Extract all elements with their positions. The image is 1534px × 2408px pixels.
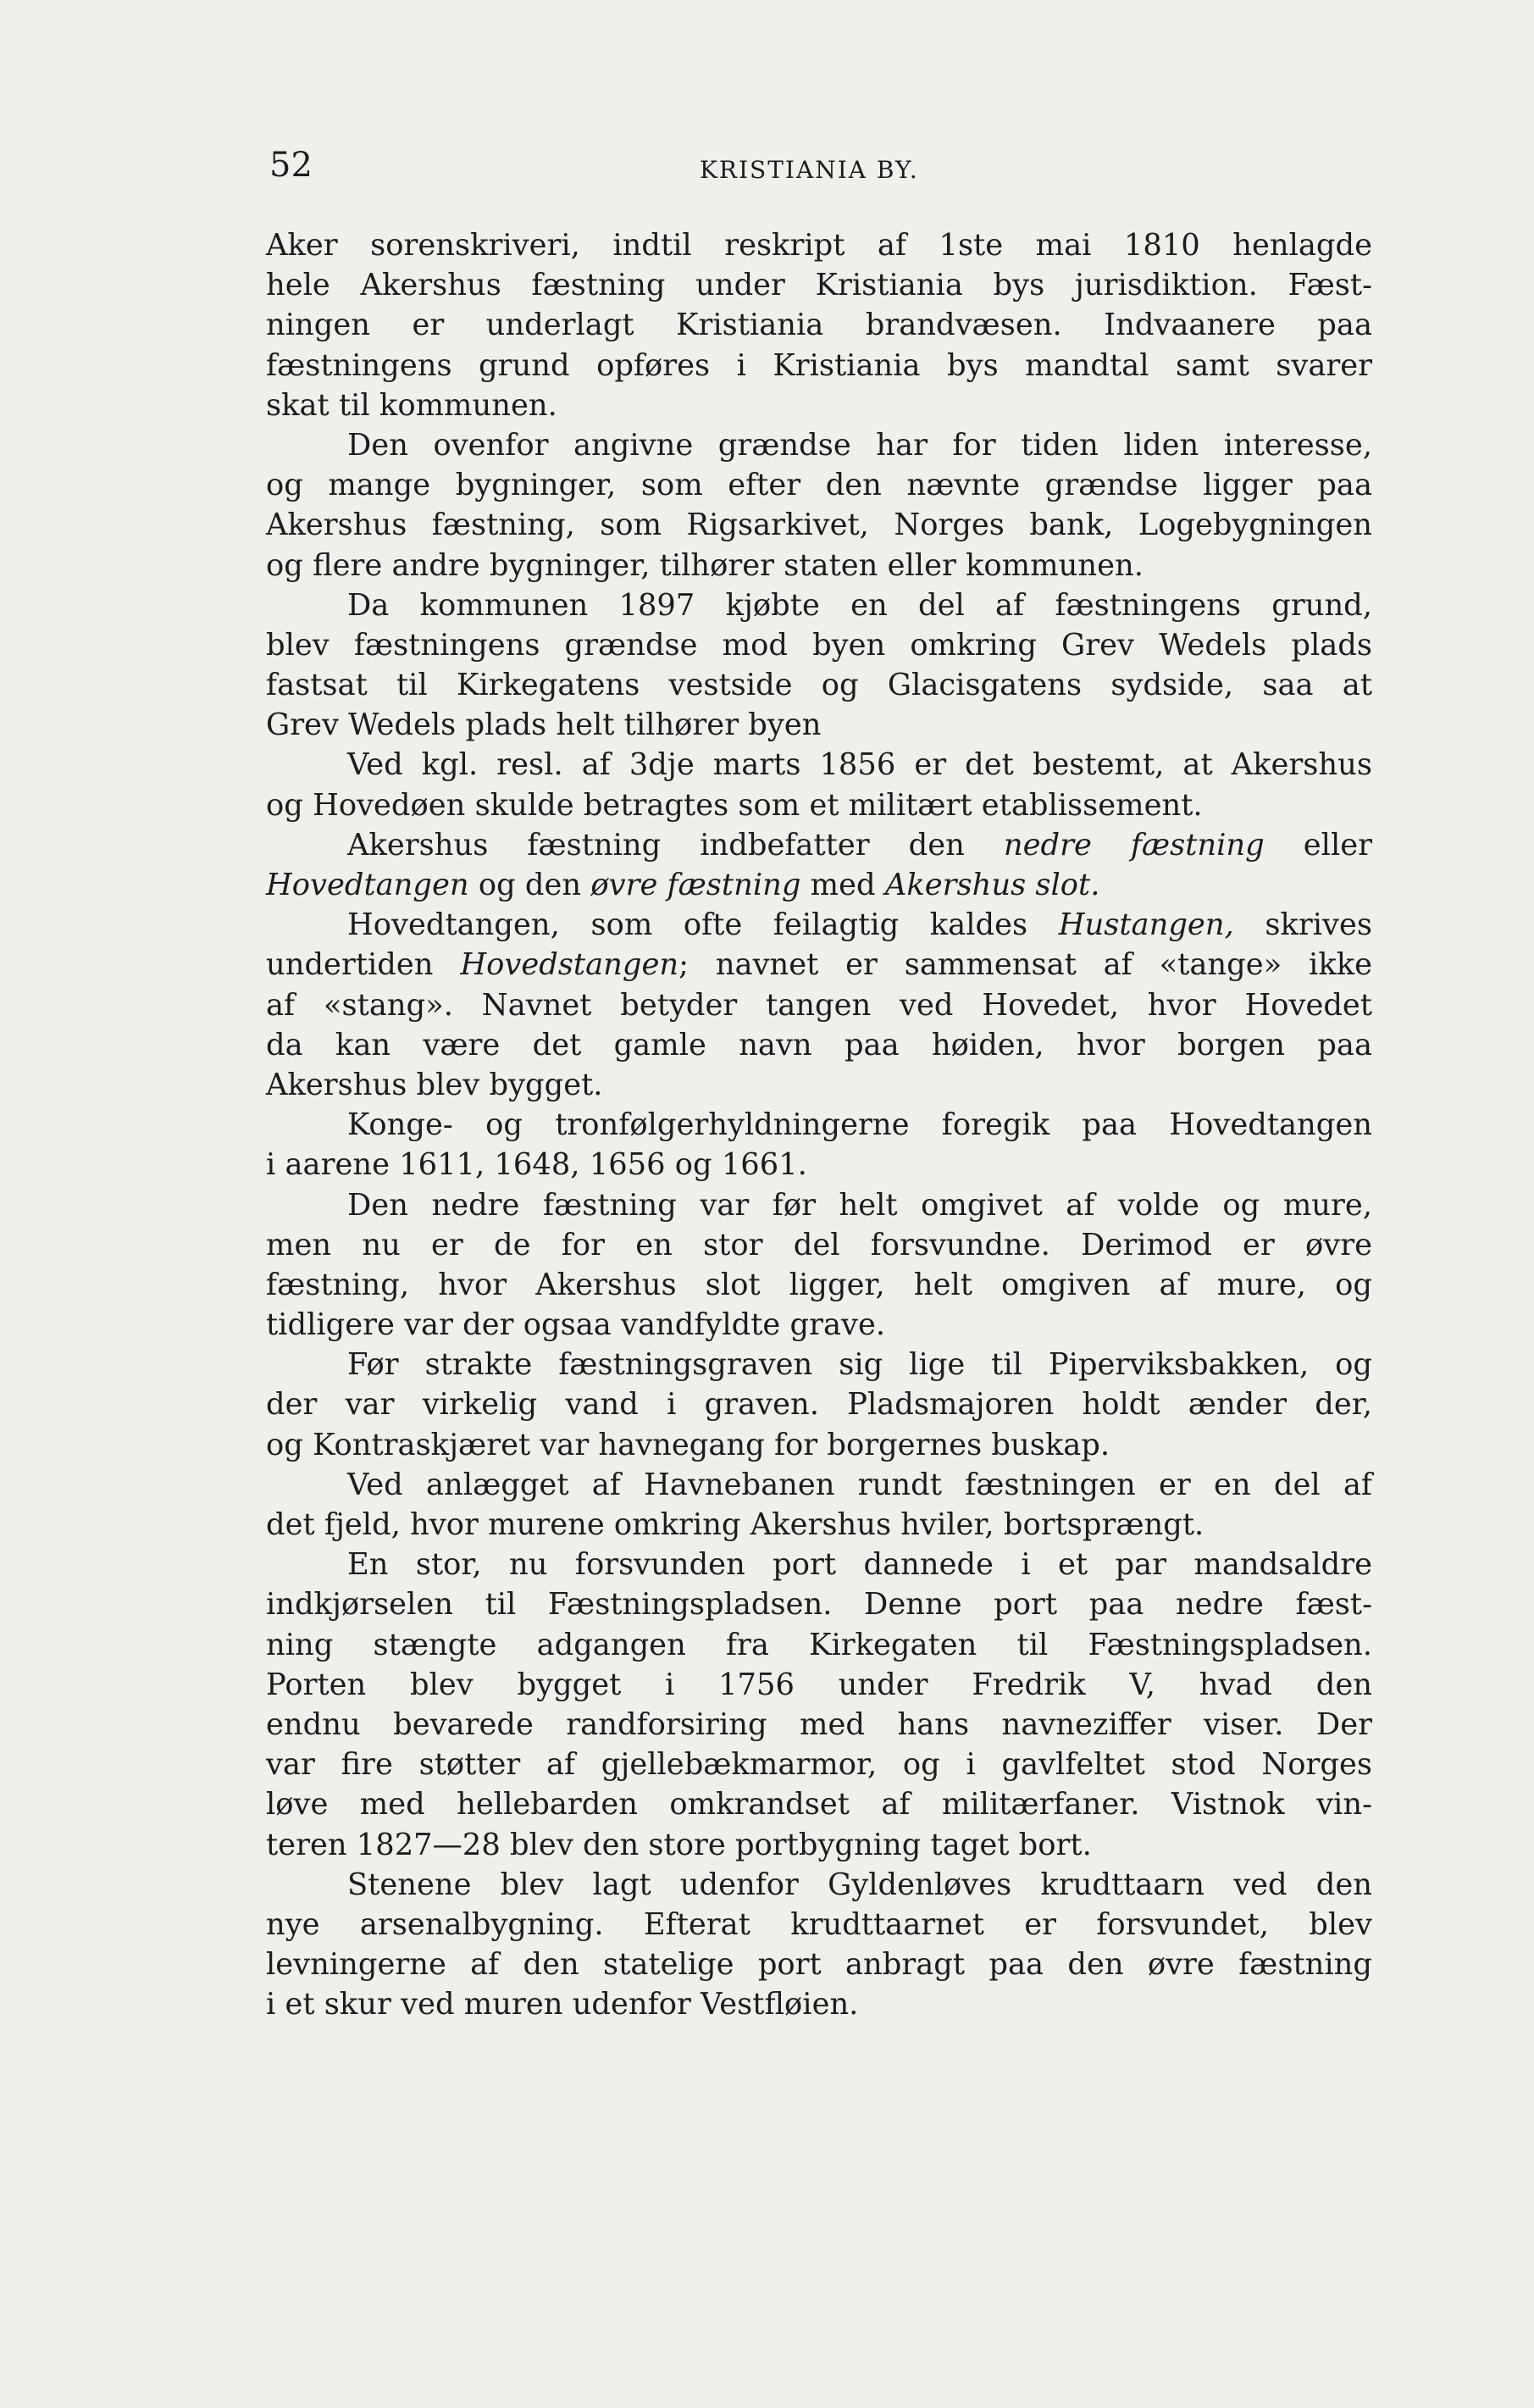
text-line <box>266 305 1372 345</box>
text-segment: men nu er de for en stor del forsvundne. Derimod er øvre <box>266 1227 1372 1262</box>
page-header <box>269 146 1372 197</box>
text-line <box>266 1584 1372 1624</box>
text-line <box>266 1185 1372 1225</box>
text-segment: Akershus fæstning indbefatter den <box>347 827 1004 863</box>
text-segment: En stor, nu forsvunden port dannede i et par mandsaldre <box>347 1547 1372 1583</box>
text-segment: da kan være det gamle navn paa høiden, hvor borgen paa <box>266 1027 1372 1063</box>
body-text <box>266 225 1372 2024</box>
text-segment: hele Akershus fæstning under Kristiania bys jurisdiktion. Fæst- <box>266 268 1372 303</box>
text-line <box>266 625 1372 665</box>
text-segment: det fjeld, hvor murene omkring Akershus hviler, bortsprængt. <box>266 1507 1204 1542</box>
text-line <box>266 265 1372 305</box>
text-segment: der var virkelig vand i graven. Pladsmajoren holdt ænder der, <box>266 1387 1372 1423</box>
text-segment: og den <box>468 868 591 902</box>
text-segment: Da kommunen 1897 kjøbte en del af fæstningens grund, <box>347 587 1372 623</box>
text-line <box>266 1784 1372 1824</box>
text-segment: Konge- og tronfølgerhyldningerne foregik paa Hovedtangen <box>347 1107 1372 1143</box>
text-line <box>266 1745 1372 1784</box>
text-segment: skat til kommunen. <box>266 387 557 423</box>
text-line <box>266 1425 1372 1465</box>
text-segment: i aarene 1611, 1648, 1656 og 1661. <box>266 1147 807 1183</box>
text-segment: Hovedtangen, som ofte feilagtig kaldes <box>347 907 1059 943</box>
text-segment: og Hovedøen skulde betragtes som et militært etablissement. <box>266 787 1203 823</box>
text-segment: fæstning, hvor Akershus slot ligger, helt omgiven af mure, og <box>266 1267 1372 1302</box>
text-line <box>266 1305 1372 1345</box>
text-segment: fastsat til Kirkegatens vestside og Glacisgatens sydside, saa at <box>266 668 1372 703</box>
italic-text: Hustangen, <box>1058 907 1234 943</box>
text-segment: blev fæstningens grændse mod byen omkring Grev Wedels plads <box>266 627 1372 663</box>
text-line <box>266 1865 1372 1905</box>
text-segment: Den ovenfor angivne grændse har for tiden liden interesse, <box>347 427 1372 463</box>
text-segment: Akershus fæstning, som Rigsarkivet, Norges bank, Logebygningen <box>266 508 1372 543</box>
text-line <box>266 386 1372 425</box>
text-line <box>266 1225 1372 1265</box>
text-line <box>266 1105 1372 1145</box>
text-line <box>266 346 1372 386</box>
text-segment: og mange bygninger, som efter den nævnte grændse ligger paa <box>266 468 1372 503</box>
text-segment: løve med hellebarden omkrandset af militærfaner. Vistnok vin- <box>266 1787 1372 1823</box>
text-line <box>266 1505 1372 1545</box>
text-line <box>266 1545 1372 1584</box>
text-segment: endnu bevarede randforsiring med hans navneziffer viser. Der <box>266 1706 1372 1742</box>
text-line <box>266 1905 1372 1945</box>
italic-text: Hovedtangen <box>266 868 469 902</box>
text-segment: Ved kgl. resl. af 3dje marts 1856 er det bestemt, at Akershus <box>347 747 1372 783</box>
text-segment: teren 1827—28 blev den store portbygning taget bort. <box>266 1827 1092 1862</box>
text-segment: indkjørselen til Fæstningspladsen. Denne port paa nedre fæst- <box>266 1587 1372 1623</box>
text-segment: i et skur ved muren udenfor Vestfløien. <box>266 1987 859 2022</box>
text-segment: Ved anlægget af Havnebanen rundt fæstningen er en del af <box>347 1467 1372 1502</box>
text-line <box>266 865 1372 905</box>
text-segment: eller <box>1264 827 1372 863</box>
text-line <box>266 825 1372 865</box>
text-segment: ningen er underlagt Kristiania brandvæsen. Indvaanere paa <box>266 308 1372 343</box>
italic-text: Hovedstangen <box>460 947 679 983</box>
text-line <box>266 1345 1372 1384</box>
text-line <box>266 785 1372 825</box>
text-line <box>266 585 1372 625</box>
text-line <box>266 546 1372 585</box>
text-segment: var fire støtter af gjellebækmarmor, og i gavlfeltet stod Norges <box>266 1747 1372 1783</box>
text-line <box>266 985 1372 1025</box>
text-line <box>266 745 1372 785</box>
text-line <box>266 1384 1372 1424</box>
text-line <box>266 665 1372 705</box>
text-segment: Akershus blev bygget. <box>266 1067 603 1102</box>
italic-text: øvre fæstning <box>590 868 801 902</box>
text-line <box>266 1625 1372 1665</box>
text-line <box>266 1984 1372 2024</box>
text-line <box>266 1465 1372 1505</box>
text-line <box>266 505 1372 545</box>
text-line <box>266 705 1372 745</box>
text-line <box>266 425 1372 465</box>
text-segment: og flere andre bygninger, tilhører staten eller kommunen. <box>266 547 1144 583</box>
text-line <box>266 1665 1372 1705</box>
text-segment: Aker sorenskriveri, indtil reskript af 1ste mai 1810 henlagde <box>266 228 1372 263</box>
text-line <box>266 1145 1372 1185</box>
italic-text: nedre fæstning <box>1003 827 1265 863</box>
running-head: KRISTIANIA BY. <box>700 156 919 184</box>
text-line <box>266 905 1372 945</box>
text-line <box>266 1025 1372 1065</box>
text-segment: Porten blev bygget i 1756 under Fredrik V, hvad den <box>266 1667 1372 1702</box>
text-segment: Før strakte fæstningsgraven sig lige til Piperviksbakken, og <box>347 1347 1372 1383</box>
text-line <box>266 225 1372 265</box>
text-segment: ning stængte adgangen fra Kirkegaten til Fæstningspladsen. <box>266 1627 1372 1662</box>
text-segment: tidligere var der ogsaa vandfyldte grave. <box>266 1307 886 1343</box>
text-segment: levningerne af den statelige port anbragt paa den øvre fæstning <box>266 1947 1372 1983</box>
text-segment: Den nedre fæstning var før helt omgivet af volde og mure, <box>347 1187 1372 1223</box>
text-line <box>266 1065 1372 1105</box>
text-segment: undertiden <box>266 947 461 983</box>
text-segment: og Kontraskjæret var havnegang for borgernes buskap. <box>266 1427 1110 1462</box>
text-segment: Stenene blev lagt udenfor Gyldenløves krudttaarn ved den <box>347 1867 1372 1902</box>
text-line <box>266 945 1372 985</box>
text-segment: ; navnet er sammensat af «tange» ikke <box>678 947 1372 983</box>
text-line <box>266 1825 1372 1865</box>
text-segment: med <box>800 868 885 902</box>
text-line <box>266 1705 1372 1745</box>
text-line <box>266 1265 1372 1305</box>
text-segment: Grev Wedels plads helt tilhører byen <box>266 707 822 743</box>
text-line <box>266 1945 1372 1984</box>
page-number: 52 <box>269 146 313 185</box>
text-segment: fæstningens grund opføres i Kristiania bys mandtal samt svarer <box>266 347 1372 383</box>
text-segment: nye arsenalbygning. Efterat krudttaarnet er forsvundet, blev <box>266 1906 1372 1942</box>
text-line <box>266 465 1372 505</box>
italic-text: Akershus slot. <box>884 868 1100 902</box>
text-segment: af «stang». Navnet betyder tangen ved Hovedet, hvor Hovedet <box>266 987 1372 1023</box>
text-segment: skrives <box>1233 907 1372 943</box>
